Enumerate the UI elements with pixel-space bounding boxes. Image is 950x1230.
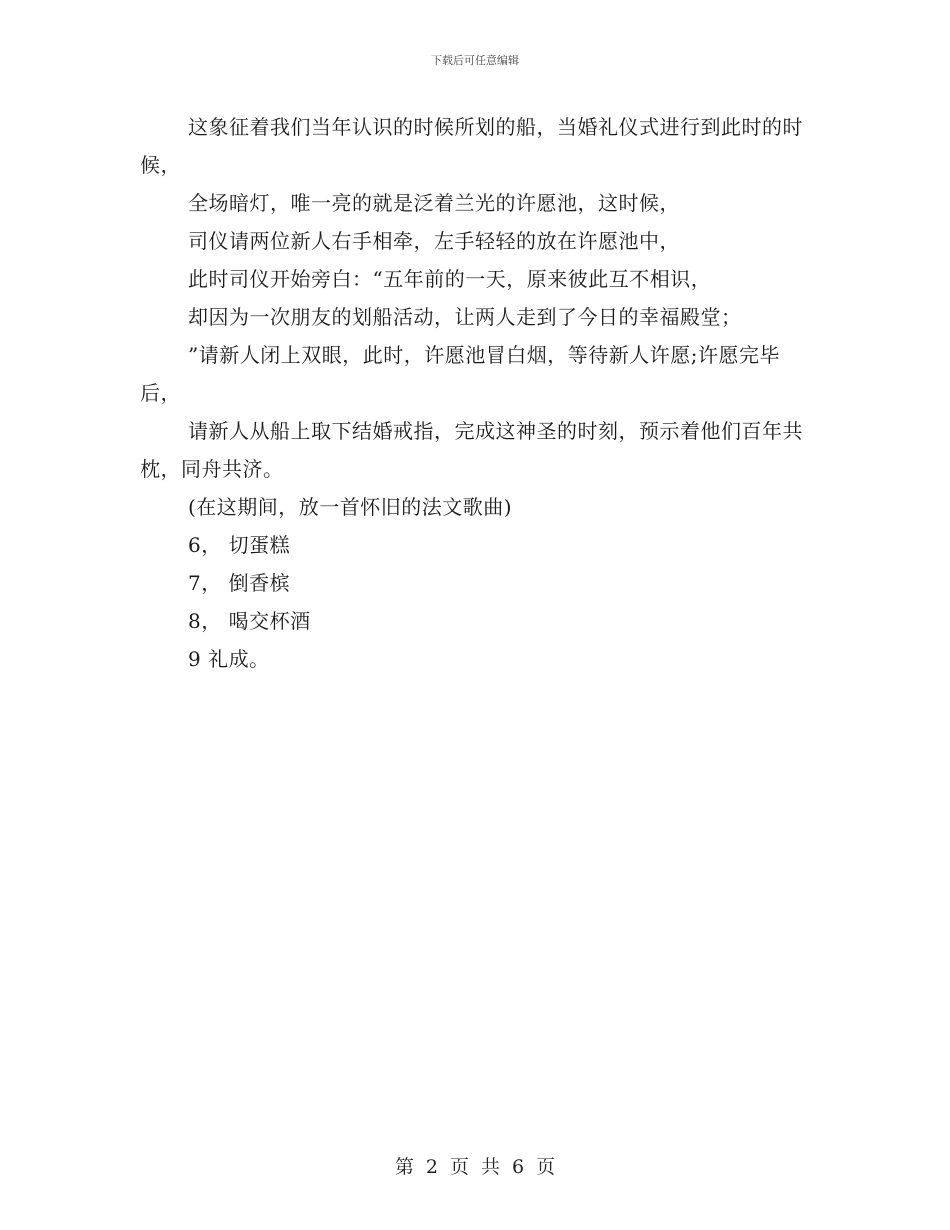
paragraph: 司仪请两位新人右手相牵，左手轻轻的放在许愿池中， — [188, 229, 680, 253]
paragraph: 这象征着我们当年认识的时候所划的船，当婚礼仪式进行到此时的时候， — [140, 115, 803, 177]
paragraph: 全场暗灯，唯一亮的就是泛着兰光的许愿池，这时候， — [188, 191, 680, 215]
list-item: 7， 倒香槟 — [188, 571, 291, 595]
paragraph: (在这期间，放一首怀旧的法文歌曲) — [188, 495, 513, 519]
list-item: 8， 喝交杯酒 — [188, 609, 311, 633]
page-number: 第 2 页 共 6 页 — [394, 1156, 556, 1178]
paragraph: 此时司仪开始旁白：“五年前的一天，原来彼此互不相识， — [188, 267, 712, 291]
paragraph: 却因为一次朋友的划船活动，让两人走到了今日的幸福殿堂； — [188, 305, 742, 329]
page-header: 下载后可任意编辑 — [431, 54, 519, 67]
document-body — [140, 108, 810, 678]
list-item: 6， 切蛋糕 — [188, 533, 291, 557]
paragraph: 请新人从船上取下结婚戒指，完成这神圣的时刻，预示着他们百年共枕，同舟共济。 — [140, 419, 803, 481]
list-item: 9 礼成。 — [188, 647, 270, 671]
paragraph: ”请新人闭上双眼，此时，许愿池冒白烟，等待新人许愿;许愿完毕后， — [140, 343, 780, 405]
